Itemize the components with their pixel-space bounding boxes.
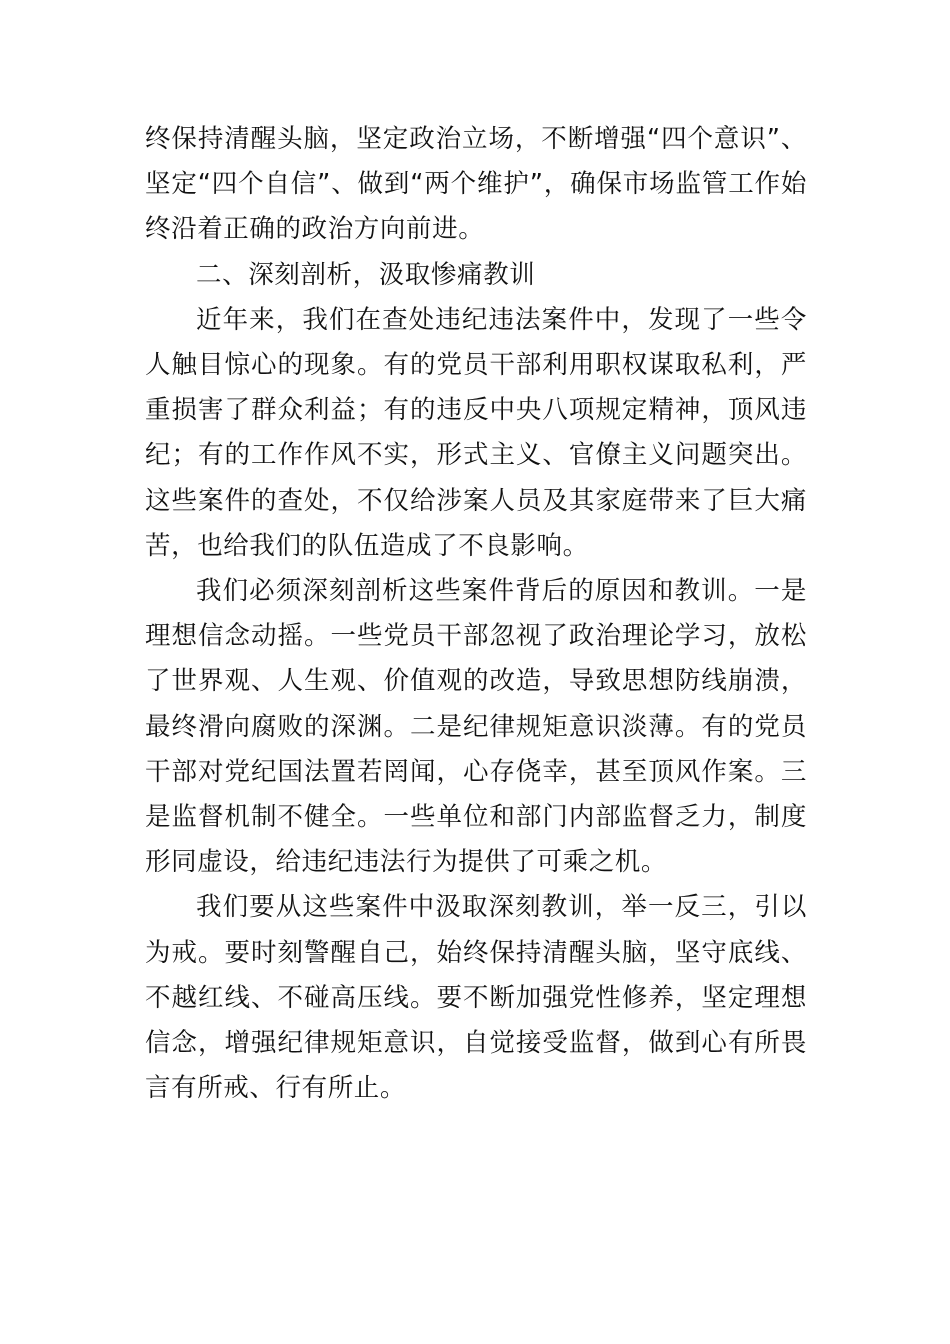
paragraph-analysis: 我们必须深刻剖析这些案件背后的原因和教训。一是理想信念动摇。一些党员干部忽视了政治理论学习，放松了世界观、人生观、价值观的改造，导致思想防线崩溃，最终滑向腐败的深渊。二是纪律规矩意识淡薄。有的党员干部对党纪国法置若罔闻，心存侥幸，甚至顶风作案。三是监督机制不健全。一些单位和部门内部监督乏力，制度形同虚设，给违纪违法行为提供了可乘之机。 (145, 576, 807, 878)
paragraph-lessons: 我们要从这些案件中汲取深刻教训，举一反三，引以为戒。要时刻警醒自己，始终保持清醒头脑，坚守底线、不越红线、不碰高压线。要不断加强党性修养，坚定理想信念，增强纪律规矩意识，自觉接受监督，做到心有所畏言有所戒、行有所止。 (145, 892, 807, 1104)
paragraph-intro-continued: 终保持清醒头脑，坚定政治立场，不断增强“四个意识”、坚定“四个自信”、做到“两个维护”，确保市场监管工作始终沿着正确的政治方向前进。 (145, 124, 807, 245)
document-body (145, 117, 807, 1111)
section-heading: 二、深刻剖析，汲取惨痛教训 (196, 259, 536, 290)
paragraph-cases: 近年来，我们在查处违纪违法案件中，发现了一些令人触目惊心的现象。有的党员干部利用职权谋取私利，严重损害了群众利益；有的违反中央八项规定精神，顶风违纪；有的工作作风不实，形式主义、官僚主义问题突出。这些案件的查处，不仅给涉案人员及其家庭带来了巨大痛苦，也给我们的队伍造成了不良影响。 (145, 304, 807, 561)
